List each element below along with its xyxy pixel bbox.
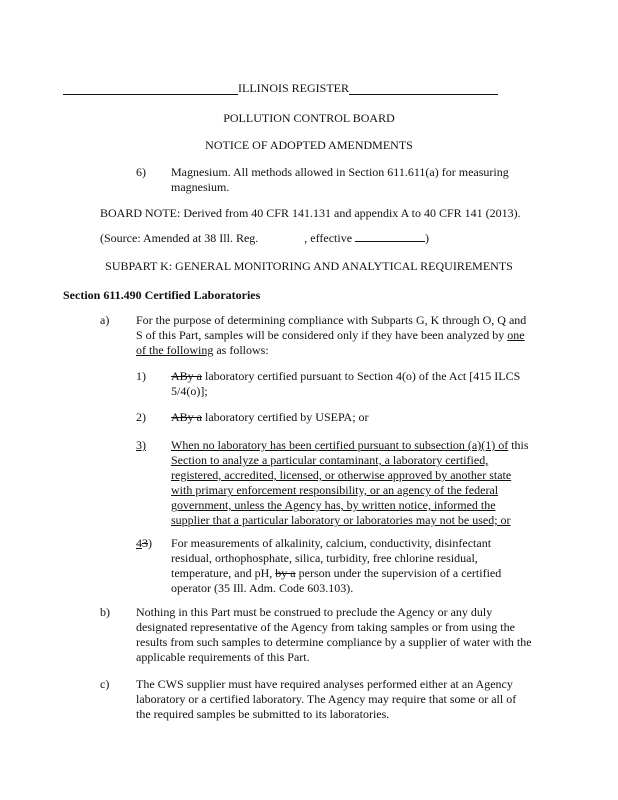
item-6-label: 6) [136,165,146,179]
subsection-b-label: b) [100,605,110,619]
notice-title: NOTICE OF ADOPTED AMENDMENTS [205,138,413,152]
subpart-heading: SUBPART K: GENERAL MONITORING AND ANALYTICAL REQUIREMENTS [105,259,513,273]
source-close: ) [425,231,430,245]
item-a4-label: 43) [136,536,152,550]
one-of-the-following: one of the following [136,328,525,357]
item-a2-label: 2) [136,410,146,424]
subsection-c-label: c) [100,677,110,691]
item-a3-text: When no laboratory has been certified pursuant to subsection (a)(1) of this Section to analyze a particular contaminant, a laboratory certified, registered, accredited, licensed, or otherwise approved by another state with primary enforcement responsibility, or an agency of the federal government, unless the Agency has, by written notice, informed the supplier that a particular laboratory or laboratories may not be used; or [171,438,529,527]
subsection-a-text: For the purpose of determining compliance with Subparts G, K through O, Q and S of this Part, samples will be considered only if they have been analyzed by one of the following as follows: [136,313,527,357]
board-note: BOARD NOTE: Derived from 40 CFR 141.131 and appendix A to 40 CFR 141 (2013). [100,206,521,220]
subsection-c-text: The CWS supplier must have required analyses performed either at an Agency laboratory or a certified laboratory. The Agency may require that some or all of the required samples be submitted to its laboratories. [136,677,517,721]
source-line [100,231,429,245]
item-6-text: Magnesium. All methods allowed in Section 611.611(a) for measuring magnesium. [171,165,509,194]
header-rule-right [349,94,498,95]
register-title: ILLINOIS REGISTER [238,81,349,95]
source-blank [355,231,425,242]
item-a3-label: 3) [136,438,146,452]
source-prefix: (Source: Amended at 38 Ill. Reg. [100,231,259,245]
board-title: POLLUTION CONTROL BOARD [223,111,395,125]
section-title: Section 611.490 Certified Laboratories [63,288,261,302]
item-a1-text: ABy a laboratory certified pursuant to Section 4(o) of the Act [415 ILCS 5/4(o)]; [171,369,521,398]
header-rule-left [63,94,238,95]
item-a4-text: For measurements of alkalinity, calcium, conductivity, disinfectant residual, orthophosphate, silica, turbidity, free chlorine residual, temperature, and pH, by a person under the supervision of a certified operator (35 Ill. Adm. Code 603.103). [171,536,502,595]
item-a2-text: ABy a laboratory certified by USEPA; or [171,410,369,424]
item-a1-label: 1) [136,369,146,383]
source-effective: , effective [304,231,353,245]
subsection-a-label: a) [100,313,110,327]
subsection-b-text: Nothing in this Part must be construed to preclude the Agency or any duly designated representative of the Agency from taking samples or from using the results from such samples to determine compliance by a supplier of water with the applicable requirements of this Part. [136,605,532,664]
